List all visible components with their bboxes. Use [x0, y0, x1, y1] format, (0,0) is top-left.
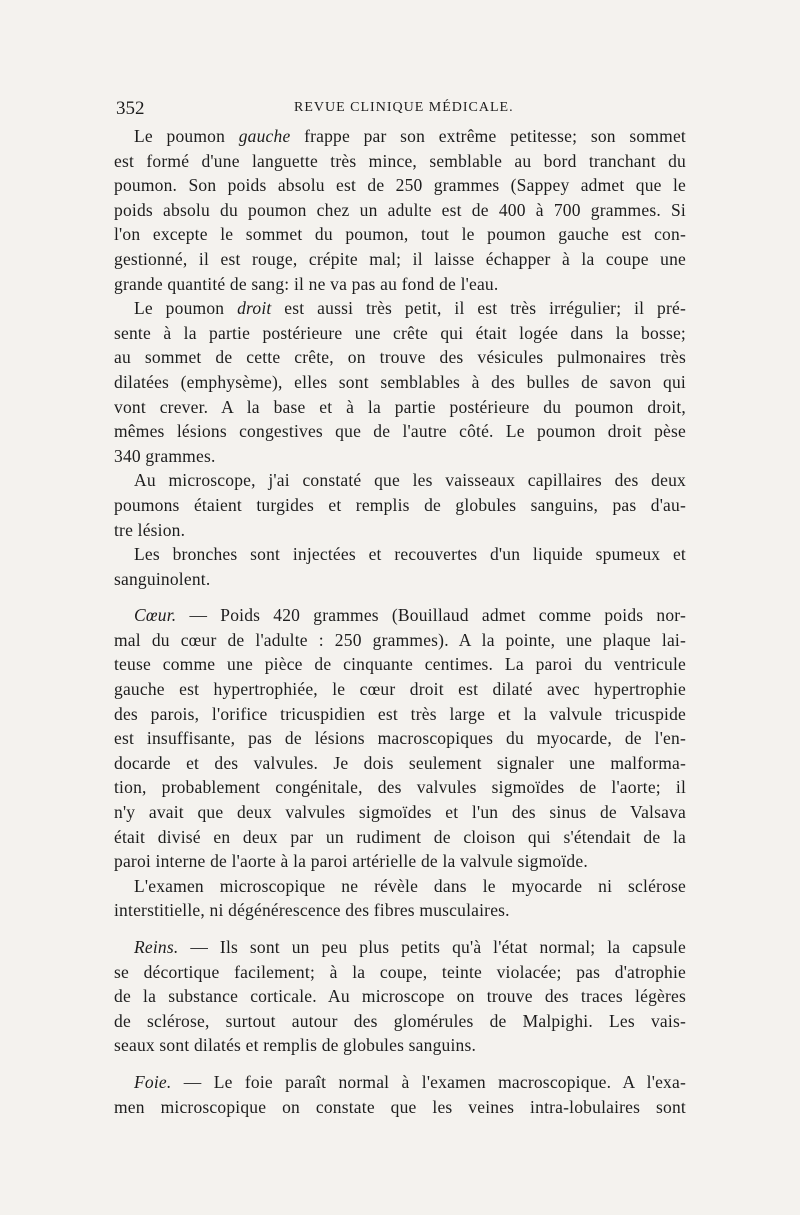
text-line: docarde et des valvules. Je dois seulement signaler une malforma- — [114, 752, 686, 773]
text-line: tre lésion. — [114, 519, 186, 540]
text-line: Le poumon gauche frappe par son extrême petitesse; son sommet — [134, 126, 686, 146]
text-line: tion, probablement congénitale, des valvules sigmoïdes de l'aorte; il — [114, 777, 686, 798]
section-heading: Reins. — [134, 937, 179, 957]
paragraph-kidneys — [114, 935, 686, 1058]
running-title: REVUE CLINIQUE MÉDICALE. — [294, 100, 514, 115]
text-line: Reins. — Ils sont un peu plus petits qu'à l'état normal; la capsule — [134, 937, 686, 957]
text-line: poumon. Son poids absolu est de 250 grammes (Sappey admet que le — [114, 175, 686, 196]
text-line: gestionné, il est rouge, crépite mal; il laisse échapper à la coupe une — [114, 248, 686, 269]
paragraph-myocardium — [114, 874, 686, 923]
text-line: Foie. — Le foie paraît normal à l'examen macroscopique. A l'exa- — [134, 1071, 686, 1092]
text-line: était divisé en deux par un rudiment de cloison qui s'étendait de la — [114, 826, 686, 847]
section-heading: Cœur. — [134, 605, 177, 626]
text-line: poumons étaient turgides et remplis de globules sanguins, pas d'au- — [114, 494, 686, 515]
text-line: grande quantité de sang: il ne va pas au fond de l'eau. — [114, 273, 499, 294]
text-line: seaux sont dilatés et remplis de globules sanguins. — [114, 1035, 477, 1056]
text-line: dilatées (emphysème), elles sont semblables à des bulles de savon qui — [114, 371, 686, 392]
text-line: mal du cœur de l'adulte : 250 grammes). A la pointe, une plaque lai- — [114, 629, 686, 650]
text-line: teuse comme une pièce de cinquante centimes. La paroi du ventricule — [114, 654, 686, 675]
text-line: sente à la partie postérieure une crête qui était logée dans la bosse; — [114, 322, 686, 343]
text-line: de sclérose, surtout autour des glomérules de Malpighi. Les vais- — [114, 1010, 686, 1031]
text-line: sanguinolent. — [114, 568, 211, 589]
text-line: de la substance corticale. Au microscope on trouve des traces légères — [114, 986, 686, 1007]
text-line: n'y avait que deux valvules sigmoïdes et l'un des sinus de Valsava — [114, 802, 686, 823]
text-line: l'on excepte le sommet du poumon, tout le poumon gauche est con- — [114, 224, 686, 245]
text-line: se décortique facilement; à la coupe, teinte violacée; pas d'atrophie — [114, 961, 686, 982]
paragraph-right-lung — [114, 296, 686, 468]
text-line: poids absolu du poumon chez un adulte est de 400 à 700 grammes. Si — [114, 199, 686, 220]
text-line: L'examen microscopique ne révèle dans le myocarde ni sclérose — [134, 875, 686, 896]
text-line: mêmes lésions congestives que de l'autre côté. Le poumon droit pèse — [114, 421, 686, 442]
text-line: Les bronches sont injectées et recouvertes d'un liquide spumeux et — [134, 544, 686, 565]
text-line: paroi interne de l'aorte à la paroi artérielle de la valvule sigmoïde. — [114, 851, 588, 872]
body-text — [114, 124, 686, 1119]
page-header — [116, 98, 686, 122]
section-heading: Foie. — [134, 1071, 172, 1092]
text-line: gauche est hypertrophiée, le cœur droit est dilaté avec hypertrophie — [114, 679, 686, 700]
paragraph-microscope — [114, 468, 686, 542]
text-line: est formé d'une languette très mince, semblable au bord tranchant du — [114, 150, 686, 171]
page-number: 352 — [116, 98, 145, 119]
text-line: est insuffisante, pas de lésions macroscopiques du myocarde, de l'en- — [114, 728, 686, 749]
text-line: des parois, l'orifice tricuspidien est très large et la valvule tricuspide — [114, 703, 686, 724]
text-line: interstitielle, ni dégénérescence des fibres musculaires. — [114, 900, 510, 921]
paragraph-liver — [114, 1070, 686, 1119]
paragraph-left-lung — [114, 124, 686, 296]
text-line: men microscopique on constate que les veines intra-lobulaires sont — [114, 1096, 686, 1117]
text-line: au sommet de cette crête, on trouve des vésicules pulmonaires très — [114, 347, 686, 368]
paragraph-bronchi — [114, 542, 686, 591]
text-line: vont crever. A la base et à la partie postérieure du poumon droit, — [114, 396, 686, 417]
text-line: 340 grammes. — [114, 445, 216, 466]
paragraph-heart — [114, 603, 686, 874]
text-line: Le poumon droit est aussi très petit, il est très irrégulier; il pré- — [134, 298, 686, 319]
text-line: Cœur. — Poids 420 grammes (Bouillaud admet comme poids nor- — [134, 605, 686, 626]
text-line: Au microscope, j'ai constaté que les vaisseaux capillaires des deux — [134, 470, 686, 491]
